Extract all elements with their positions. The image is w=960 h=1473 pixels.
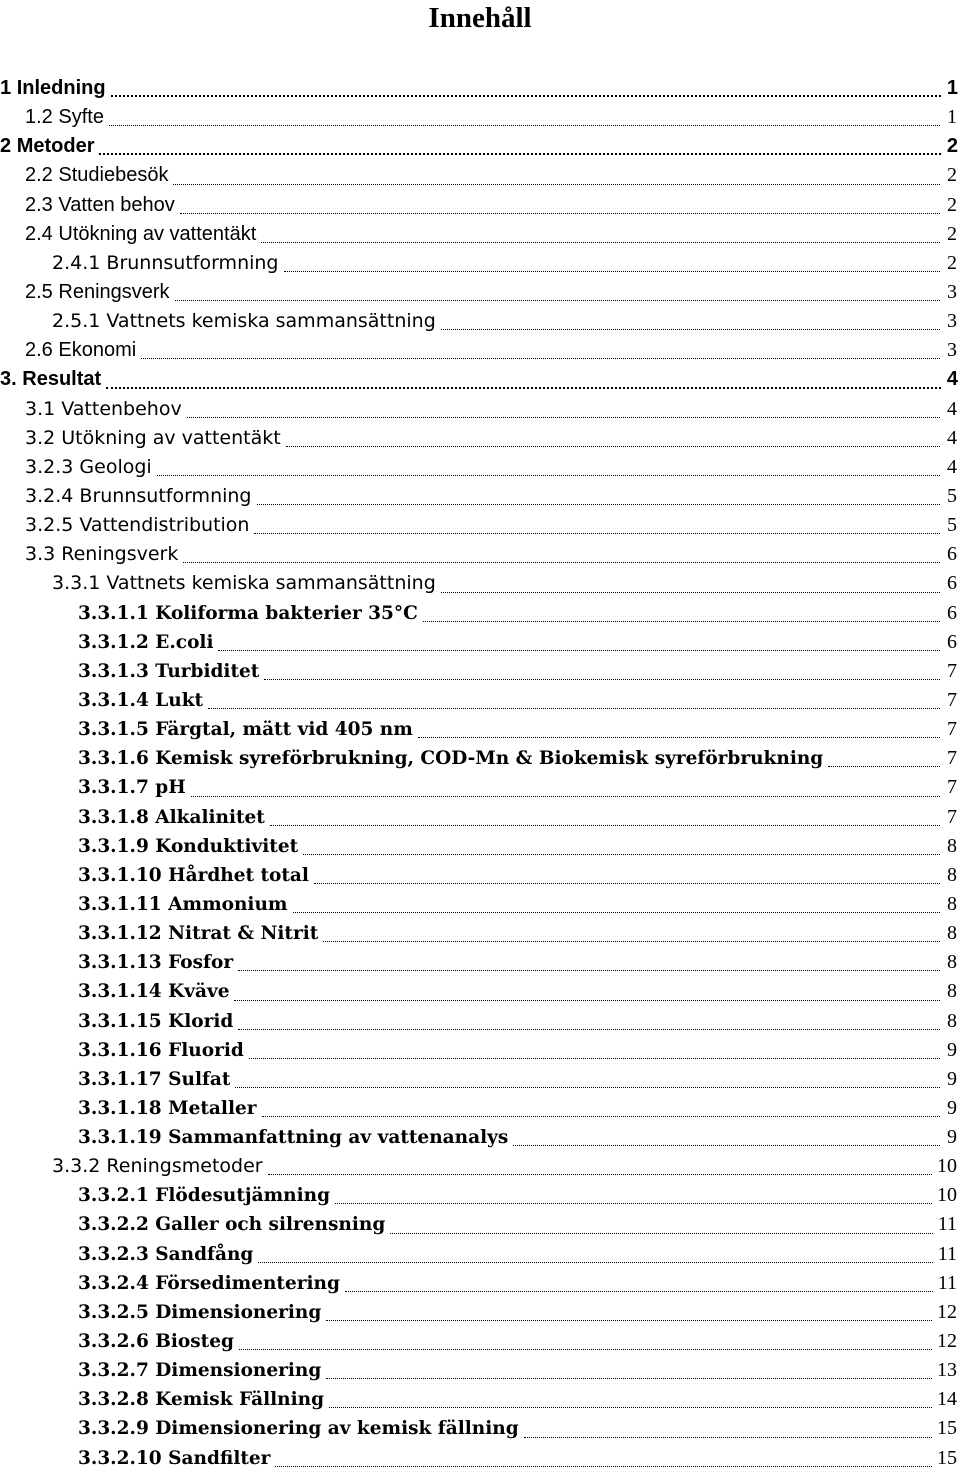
toc-entry-title: Sandfång	[155, 1243, 254, 1265]
dot-leader	[109, 125, 940, 126]
toc-entry[interactable]	[0, 773, 960, 802]
toc-entry-title: Koliforma bakterier 35°C	[155, 602, 418, 624]
toc-entry-number: 3.3.1.16	[78, 1039, 162, 1061]
dot-leader	[208, 708, 940, 709]
dot-leader	[175, 300, 940, 301]
dot-leader	[441, 329, 940, 330]
toc-entry-title: Studiebesök	[58, 164, 169, 187]
toc-entry-page-number: 14	[937, 1388, 957, 1411]
toc-entry-title: Biosteg	[155, 1331, 234, 1353]
toc-entry-page-number: 8	[947, 834, 957, 857]
toc-entry-page-number: 2	[947, 251, 957, 274]
toc-entry-title: Vatten behov	[58, 193, 175, 216]
toc-entry-page-number: 7	[947, 805, 957, 828]
toc-entry-page-number: 3	[947, 280, 957, 303]
toc-entry[interactable]	[0, 1065, 960, 1094]
toc-entry-title: Konduktivitet	[155, 835, 299, 857]
toc-entry-number: 3.3.1.19	[78, 1127, 162, 1149]
toc-entry-label	[78, 832, 300, 861]
toc-entry[interactable]	[0, 132, 960, 161]
toc-entry-title: Ammonium	[168, 893, 288, 915]
toc-entry-label	[78, 1269, 342, 1298]
toc-entry-label	[78, 1444, 272, 1473]
dot-leader	[284, 271, 941, 272]
toc-entry-page-number: 9	[947, 1126, 957, 1149]
toc-entry-label	[25, 336, 138, 365]
toc-entry-page-number: 3	[947, 310, 957, 333]
toc-entry-title: Färgtal, mätt vid 405 nm	[155, 719, 413, 741]
toc-entry-page-number: 15	[937, 1417, 957, 1440]
toc-entry[interactable]	[0, 1210, 960, 1239]
toc-entry-title: Metoder	[16, 135, 95, 158]
toc-entry-number: 3.3.1.2	[78, 631, 149, 653]
toc-entry-label	[52, 249, 281, 278]
toc-entry-label	[78, 890, 290, 919]
toc-entry-page-number: 4	[947, 397, 957, 420]
toc-entry[interactable]	[0, 1007, 960, 1036]
toc-entry-title: Flödesutjämning	[155, 1185, 331, 1207]
toc-entry-page-number: 13	[937, 1359, 957, 1382]
toc-entry-number: 3.3.1.9	[78, 835, 149, 857]
toc-entry-label	[78, 1414, 521, 1443]
toc-entry-number: 2.4	[25, 222, 53, 245]
toc-entry-page-number: 7	[947, 747, 957, 770]
toc-entry[interactable]	[0, 424, 960, 453]
dot-leader	[249, 1058, 940, 1059]
toc-entry-page-number: 6	[947, 543, 957, 566]
toc-entry-title: Brunnsutformning	[79, 484, 252, 507]
toc-entry-page-number: 1	[947, 106, 957, 129]
dot-leader	[235, 1087, 940, 1088]
toc-entry-title: Metaller	[168, 1097, 257, 1119]
dot-leader	[323, 941, 940, 942]
toc-entry-page-number: 9	[947, 1038, 957, 1061]
toc-entry-label	[78, 628, 215, 657]
toc-entry[interactable]	[0, 1094, 960, 1123]
toc-entry-title: Sandfilter	[168, 1447, 271, 1469]
dot-leader	[423, 621, 940, 622]
dot-leader	[390, 1233, 932, 1234]
toc-entry-title: Nitrat & Nitrit	[168, 923, 319, 945]
toc-entry-title: Klorid	[168, 1010, 234, 1032]
toc-entry-title: Turbiditet	[155, 660, 260, 682]
toc-entry-title: Syfte	[58, 106, 104, 129]
dot-leader	[257, 504, 941, 505]
toc-entry-page-number: 9	[947, 1096, 957, 1119]
dot-leader	[173, 184, 940, 185]
dot-leader	[264, 679, 940, 680]
toc-entry-page-number: 5	[947, 484, 957, 507]
toc-entry-label	[78, 599, 420, 628]
toc-entry-page-number: 8	[947, 892, 957, 915]
toc-entry[interactable]	[0, 365, 960, 394]
toc-entry-label	[78, 773, 188, 802]
toc-entry[interactable]	[0, 1269, 960, 1298]
toc-entry-title: Sammanfattning av vattenanalys	[168, 1127, 509, 1149]
dot-leader	[261, 242, 940, 243]
toc-entry-label	[78, 1356, 323, 1385]
toc-entry-title: Vattnets kemiska sammansättning	[106, 310, 436, 333]
toc-entry-page-number: 7	[947, 688, 957, 711]
toc-entry[interactable]	[0, 1123, 960, 1152]
toc-entry-label	[78, 1123, 510, 1152]
dot-leader	[275, 1466, 932, 1467]
dot-leader	[239, 1349, 932, 1350]
toc-entry-number: 3.3.1.1	[78, 602, 149, 624]
toc-entry-number: 3.3.1.7	[78, 777, 149, 799]
toc-entry-number: 3.3.2.8	[78, 1389, 149, 1411]
toc-entry-title: Lukt	[155, 689, 204, 711]
toc-entry-number: 3.2.5	[25, 514, 74, 537]
toc-entry-number: 3.3.2.1	[78, 1185, 149, 1207]
toc-entry-number: 2.4.1	[52, 251, 101, 274]
toc-entry-page-number: 10	[937, 1184, 957, 1207]
dot-leader	[345, 1291, 933, 1292]
toc-entry-number: 3.3.1.10	[78, 864, 162, 886]
toc-entry-number: 2.5	[25, 280, 53, 303]
toc-entry[interactable]	[0, 511, 960, 540]
toc-entry[interactable]	[0, 744, 960, 773]
toc-entry-number: 3.3	[25, 543, 56, 566]
toc-entry[interactable]	[0, 832, 960, 861]
toc-entry-label	[78, 715, 415, 744]
toc-entry-number: 3.1	[25, 397, 56, 420]
toc-entry-label	[25, 482, 254, 511]
toc-entry-number: 2.6	[25, 339, 53, 362]
dot-leader	[238, 970, 940, 971]
toc-entry[interactable]	[0, 861, 960, 890]
toc-entry-title: Ekonomi	[58, 339, 137, 362]
toc-entry-label	[78, 1036, 246, 1065]
toc-entry-number: 3.3.2.10	[78, 1447, 162, 1469]
dot-leader	[183, 562, 940, 563]
toc-entry-number: 2.3	[25, 193, 53, 216]
dot-leader	[187, 417, 940, 418]
toc-entry-label	[25, 191, 177, 220]
toc-entry-title: Utökning av vattentäkt	[61, 426, 281, 449]
toc-entry-page-number: 8	[947, 863, 957, 886]
toc-entry[interactable]	[0, 1327, 960, 1356]
toc-entry[interactable]	[0, 278, 960, 307]
toc-entry[interactable]	[0, 803, 960, 832]
toc-entry-label	[78, 1210, 387, 1239]
dot-leader	[329, 1407, 932, 1408]
toc-entry-label	[25, 103, 106, 132]
toc-entry-label	[25, 511, 251, 540]
toc-entry[interactable]	[0, 1036, 960, 1065]
toc-entry-number: 3.3.2.9	[78, 1418, 149, 1440]
toc-entry-title: Fosfor	[168, 952, 234, 974]
toc-entry-number: 3.3.2.6	[78, 1331, 149, 1353]
toc-entry-page-number: 8	[947, 1009, 957, 1032]
toc-entry-label	[78, 744, 825, 773]
toc-entry-page-number: 3	[947, 339, 957, 362]
toc-entry-label	[52, 1152, 265, 1181]
toc-entry-title: Reningsverk	[61, 543, 179, 566]
toc-entry-number: 3.3.1.15	[78, 1010, 162, 1032]
toc-entry-page-number: 11	[937, 1213, 957, 1236]
toc-entry-page-number: 7	[947, 718, 957, 741]
toc-entry-label	[78, 1385, 326, 1414]
dot-leader	[141, 358, 940, 359]
toc-entry-page-number: 4	[946, 368, 958, 391]
toc-entry[interactable]	[0, 1444, 960, 1473]
toc-entry-label	[78, 1298, 323, 1327]
toc-entry-page-number: 8	[947, 922, 957, 945]
toc-entry[interactable]	[0, 336, 960, 365]
dot-leader	[234, 1000, 940, 1001]
toc-entry-number: 3.3.2.5	[78, 1301, 149, 1323]
toc-entry[interactable]	[0, 890, 960, 919]
toc-entry-title: Inledning	[16, 77, 106, 99]
toc-entry-page-number: 6	[947, 601, 957, 624]
dot-leader	[441, 592, 940, 593]
toc-entry-label	[25, 220, 258, 249]
dot-leader	[99, 153, 941, 155]
dot-leader	[238, 1029, 940, 1030]
toc-entry-page-number: 9	[947, 1067, 957, 1090]
toc-entry-page-number: 15	[937, 1446, 957, 1469]
toc-entry-page-number: 2	[946, 135, 958, 158]
dot-leader	[111, 95, 941, 97]
toc-entry-number: 3.3.2	[52, 1155, 101, 1178]
toc-entry-number: 3.3.2.3	[78, 1243, 149, 1265]
toc-entry-page-number: 12	[937, 1300, 957, 1323]
toc-entry-page-number: 1	[946, 77, 958, 99]
toc-entry-number: 3.	[0, 368, 17, 391]
dot-leader	[293, 912, 941, 913]
dot-leader	[191, 796, 940, 797]
toc-entry[interactable]	[0, 569, 960, 598]
toc-entry-number: 3.3.1.14	[78, 981, 162, 1003]
toc-entry-label	[78, 919, 320, 948]
toc-entry-label	[78, 1327, 236, 1356]
toc-entry-number: 3.3.1.6	[78, 748, 149, 770]
toc-entry-title: Reningsmetoder	[106, 1155, 263, 1178]
dot-leader	[254, 533, 940, 534]
toc-entry-title: Kemisk syreförbrukning, COD-Mn & Biokemisk syreförbrukning	[155, 748, 824, 770]
toc-entry-number: 3.3.2.4	[78, 1272, 149, 1294]
toc-entry-page-number: 8	[947, 951, 957, 974]
toc-entry-number: 3.3.1	[52, 572, 101, 595]
toc-entry[interactable]	[0, 977, 960, 1006]
toc-entry-page-number: 7	[947, 659, 957, 682]
toc-entry-label	[0, 132, 96, 161]
toc-entry-label	[78, 803, 267, 832]
toc-entry-label	[78, 948, 235, 977]
toc-entry-page-number: 2	[947, 193, 957, 216]
toc-entry-label	[25, 161, 170, 190]
toc-entry[interactable]	[0, 540, 960, 569]
page-title: Innehåll	[428, 2, 532, 34]
toc-entry-number: 2.2	[25, 164, 53, 187]
toc-entry[interactable]	[0, 1181, 960, 1210]
toc-entry-label	[25, 395, 184, 424]
toc-entry-page-number: 4	[947, 455, 957, 478]
toc-entry[interactable]	[0, 161, 960, 190]
dot-leader	[106, 387, 941, 389]
toc-entry-number: 3.3.1.5	[78, 719, 149, 741]
toc-entry[interactable]	[0, 220, 960, 249]
dot-leader	[513, 1145, 940, 1146]
toc-entry-label	[78, 1181, 332, 1210]
toc-entry-number: 3.2.3	[25, 455, 74, 478]
toc-entry-label	[25, 424, 283, 453]
toc-entry-title: Reningsverk	[58, 280, 170, 303]
toc-entry-page-number: 11	[937, 1271, 957, 1294]
toc-entry-label	[52, 569, 438, 598]
toc-entry-label	[78, 977, 231, 1006]
toc-entry-label	[78, 1094, 259, 1123]
toc-entry-label	[78, 1007, 235, 1036]
toc-entry-number: 3.3.2.2	[78, 1214, 149, 1236]
toc-entry-number: 3.3.1.4	[78, 689, 149, 711]
dot-leader	[258, 1262, 932, 1263]
toc-entry-label	[78, 1065, 232, 1094]
toc-entry-number: 3.2.4	[25, 484, 74, 507]
toc-entry-number: 3.3.1.8	[78, 806, 149, 828]
toc-entry-number: 3.2	[25, 426, 56, 449]
dot-leader	[335, 1203, 932, 1204]
toc-entry-title: Kemisk Fällning	[155, 1389, 325, 1411]
toc-entry-title: Försedimentering	[155, 1272, 340, 1294]
toc-entry-number: 2.5.1	[52, 310, 101, 333]
toc-entry[interactable]	[0, 1356, 960, 1385]
toc-entry-title: Sulfat	[168, 1068, 231, 1090]
toc-entry[interactable]	[0, 1414, 960, 1443]
toc-entry-number: 3.3.1.3	[78, 660, 149, 682]
toc-entry[interactable]	[0, 1385, 960, 1414]
toc-entry[interactable]	[0, 919, 960, 948]
toc-entry-number: 3.3.1.17	[78, 1068, 162, 1090]
toc-entry-title: E.coli	[155, 631, 214, 653]
toc-entry-title: Vattendistribution	[79, 514, 250, 537]
toc-entry-number: 2	[0, 135, 12, 158]
toc-entry-page-number: 12	[937, 1330, 957, 1353]
toc-entry-title: pH	[155, 777, 186, 799]
toc-entry-label	[78, 1240, 255, 1269]
toc-entry[interactable]	[0, 1240, 960, 1269]
dot-leader	[268, 1174, 932, 1175]
toc-entry[interactable]	[0, 249, 960, 278]
toc-entry-title: Alkalinitet	[155, 806, 265, 828]
toc-entry[interactable]	[0, 657, 960, 686]
toc-entry-title: Resultat	[22, 368, 102, 391]
toc-entry-page-number: 6	[947, 630, 957, 653]
toc-entry-page-number: 6	[947, 572, 957, 595]
toc-entry-label	[0, 74, 108, 103]
toc-entry-title: Geologi	[79, 455, 152, 478]
toc-entry-title: Vattnets kemiska sammansättning	[106, 572, 436, 595]
toc-entry[interactable]	[0, 74, 960, 103]
toc-entry[interactable]	[0, 482, 960, 511]
toc-entry[interactable]	[0, 307, 960, 336]
dot-leader	[314, 883, 940, 884]
toc-entry[interactable]	[0, 395, 960, 424]
toc-entry-label	[25, 453, 154, 482]
toc-entry[interactable]	[0, 1152, 960, 1181]
dot-leader	[326, 1378, 932, 1379]
dot-leader	[286, 446, 940, 447]
dot-leader	[262, 1116, 941, 1117]
toc-entry[interactable]	[0, 686, 960, 715]
toc-entry-number: 3.3.1.18	[78, 1097, 162, 1119]
toc-entry-label	[25, 540, 180, 569]
toc-entry-title: Dimensionering	[155, 1360, 322, 1382]
toc-entry-title: Fluorid	[168, 1039, 244, 1061]
toc-entry-page-number: 4	[947, 426, 957, 449]
toc-entry-number: 3.3.2.7	[78, 1360, 149, 1382]
toc-entry[interactable]	[0, 103, 960, 132]
toc-entry-label	[78, 657, 261, 686]
toc-entry-page-number: 8	[947, 980, 957, 1003]
dot-leader	[180, 213, 940, 214]
toc-entry[interactable]	[0, 191, 960, 220]
dot-leader	[326, 1320, 932, 1321]
toc-entry-page-number: 11	[937, 1242, 957, 1265]
toc-entry-title: Brunnsutformning	[106, 251, 279, 274]
toc-entry[interactable]	[0, 628, 960, 657]
toc-entry-label	[52, 307, 438, 336]
toc-entry-label	[25, 278, 172, 307]
toc-entry-page-number: 10	[937, 1155, 957, 1178]
toc-entry[interactable]	[0, 599, 960, 628]
toc-entry-number: 3.3.1.12	[78, 923, 162, 945]
toc-entry-title: Kväve	[168, 981, 230, 1003]
dot-leader	[157, 475, 940, 476]
toc-entry[interactable]	[0, 948, 960, 977]
toc-entry-page-number: 5	[947, 514, 957, 537]
toc-entry-number: 1.2	[25, 106, 53, 129]
toc-entry-label	[78, 686, 205, 715]
toc-entry-number: 3.3.1.13	[78, 952, 162, 974]
toc-entry[interactable]	[0, 715, 960, 744]
toc-entry-title: Galler och silrensning	[155, 1214, 386, 1236]
dot-leader	[828, 766, 940, 767]
toc-entry-title: Utökning av vattentäkt	[58, 222, 257, 245]
dot-leader	[270, 825, 940, 826]
toc-entry-page-number: 2	[947, 222, 957, 245]
toc-entry-number: 3.3.1.11	[78, 893, 162, 915]
toc-entry-label	[0, 365, 103, 394]
toc-entry-page-number: 2	[947, 164, 957, 187]
toc-entry-title: Dimensionering av kemisk fällning	[155, 1418, 519, 1440]
toc-entry-title: Vattenbehov	[61, 397, 182, 420]
toc-entry-page-number: 7	[947, 776, 957, 799]
dot-leader	[218, 650, 940, 651]
dot-leader	[524, 1437, 932, 1438]
toc-entry-label	[78, 861, 311, 890]
toc-entry-title: Dimensionering	[155, 1301, 322, 1323]
toc-entry-title: Hårdhet total	[168, 864, 309, 886]
table-of-contents	[0, 74, 960, 1473]
toc-entry-number: 1	[0, 77, 12, 99]
dot-leader	[418, 737, 940, 738]
toc-entry[interactable]	[0, 1298, 960, 1327]
toc-entry[interactable]	[0, 453, 960, 482]
dot-leader	[303, 854, 940, 855]
